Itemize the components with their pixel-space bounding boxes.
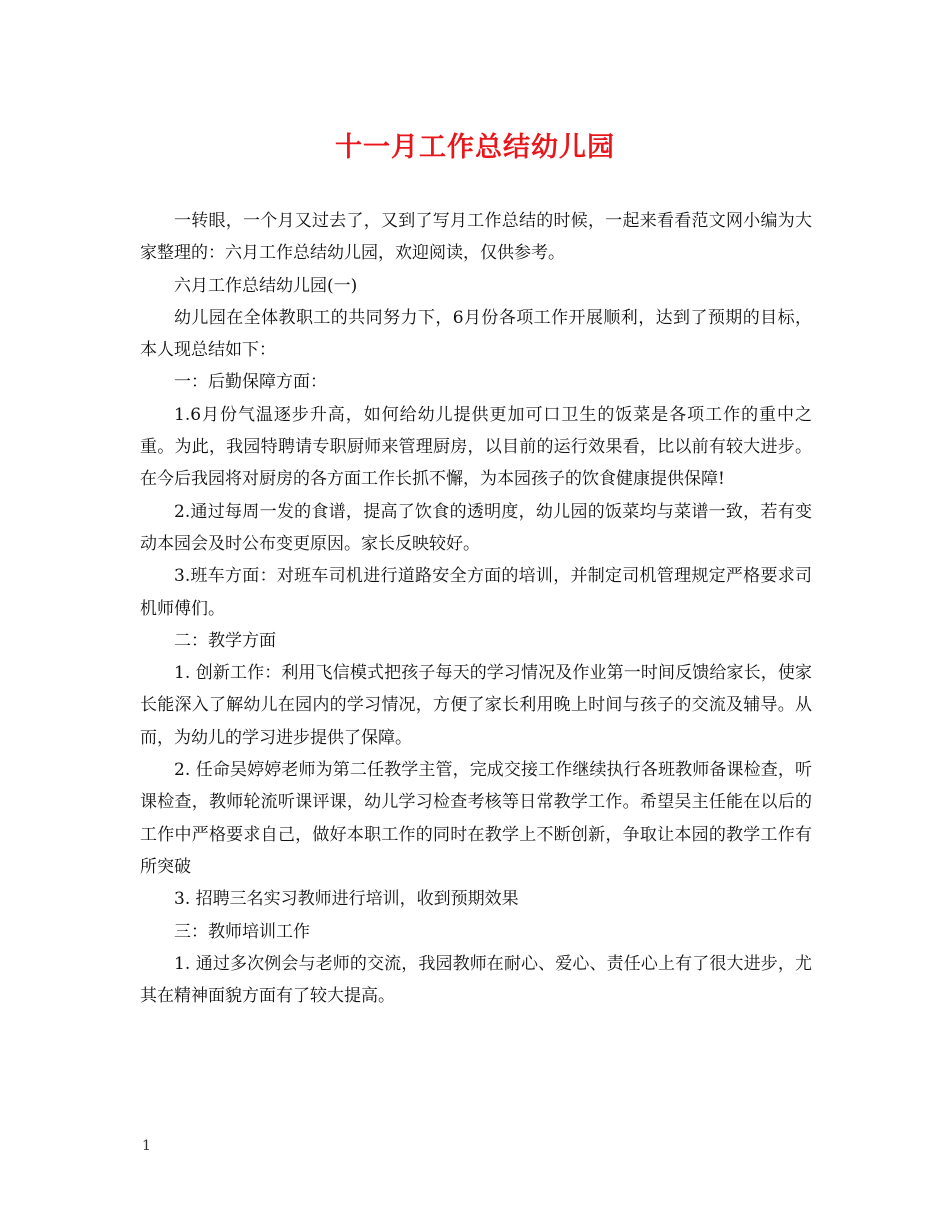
page-number: 1 [142, 1138, 151, 1154]
paragraph-heading-teaching: 二：教学方面 [174, 630, 276, 651]
paragraph-logistics-2: 2.通过每周一发的食谱，提高了饮食的透明度，幼儿园的饭菜均与菜谱一致，若有变动本园会及时公布变更原因。家长反映较好。 [140, 501, 812, 554]
document-body [140, 205, 812, 1012]
paragraph-training-1: 1. 通过多次例会与老师的交流，我园教师在耐心、爱心、责任心上有了很大进步，尤其在精神面貌方面有了较大提高。 [140, 953, 812, 1007]
paragraph-overview: 幼儿园在全体教职工的共同努力下，6月份各项工作开展顺利，达到了预期的目标，本人现总结如下： [140, 307, 812, 361]
paragraph-section-heading: 六月工作总结幼儿园(一) [174, 275, 358, 296]
paragraph-logistics-1: 1.6月份气温逐步升高，如何给幼儿提供更加可口卫生的饭菜是各项工作的重中之重。为此，我园特聘请专职厨师来管理厨房，以目前的运行效果看，比以前有较大进步。在今后我园将对厨房的各方面工作长抓不懈，为本园孩子的饮食健康提供保障! [140, 404, 812, 490]
paragraph-teaching-2: 2. 任命吴婷婷老师为第二任教学主管，完成交接工作继续执行各班教师备课检查，听课检查，教师轮流听课评课，幼儿学习检查考核等日常教学工作。希望吴主任能在以后的工作中严格要求自己，做好本职工作的同时在教学上不断创新，争取让本园的教学工作有所突破 [140, 760, 812, 877]
paragraph-logistics-3: 3.班车方面：对班车司机进行道路安全方面的培训，并制定司机管理规定严格要求司机师傅们。 [140, 566, 812, 619]
document-title: 十一月工作总结幼儿园 [335, 132, 615, 163]
paragraph-heading-training: 三：教师培训工作 [174, 921, 310, 942]
paragraph-teaching-3: 3. 招聘三名实习教师进行培训，收到预期效果 [174, 889, 519, 910]
paragraph-teaching-1: 1. 创新工作：利用飞信模式把孩子每天的学习情况及作业第一时间反馈给家长，使家长能深入了解幼儿在园内的学习情况，方便了家长利用晚上时间与孩子的交流及辅导。从而，为幼儿的学习进步提供了保障。 [140, 663, 812, 748]
paragraph-heading-logistics: 一：后勤保障方面： [174, 372, 327, 393]
paragraph-intro: 一转眼，一个月又过去了，又到了写月工作总结的时候，一起来看看范文网小编为大家整理的：六月工作总结幼儿园，欢迎阅读，仅供参考。 [140, 211, 812, 264]
